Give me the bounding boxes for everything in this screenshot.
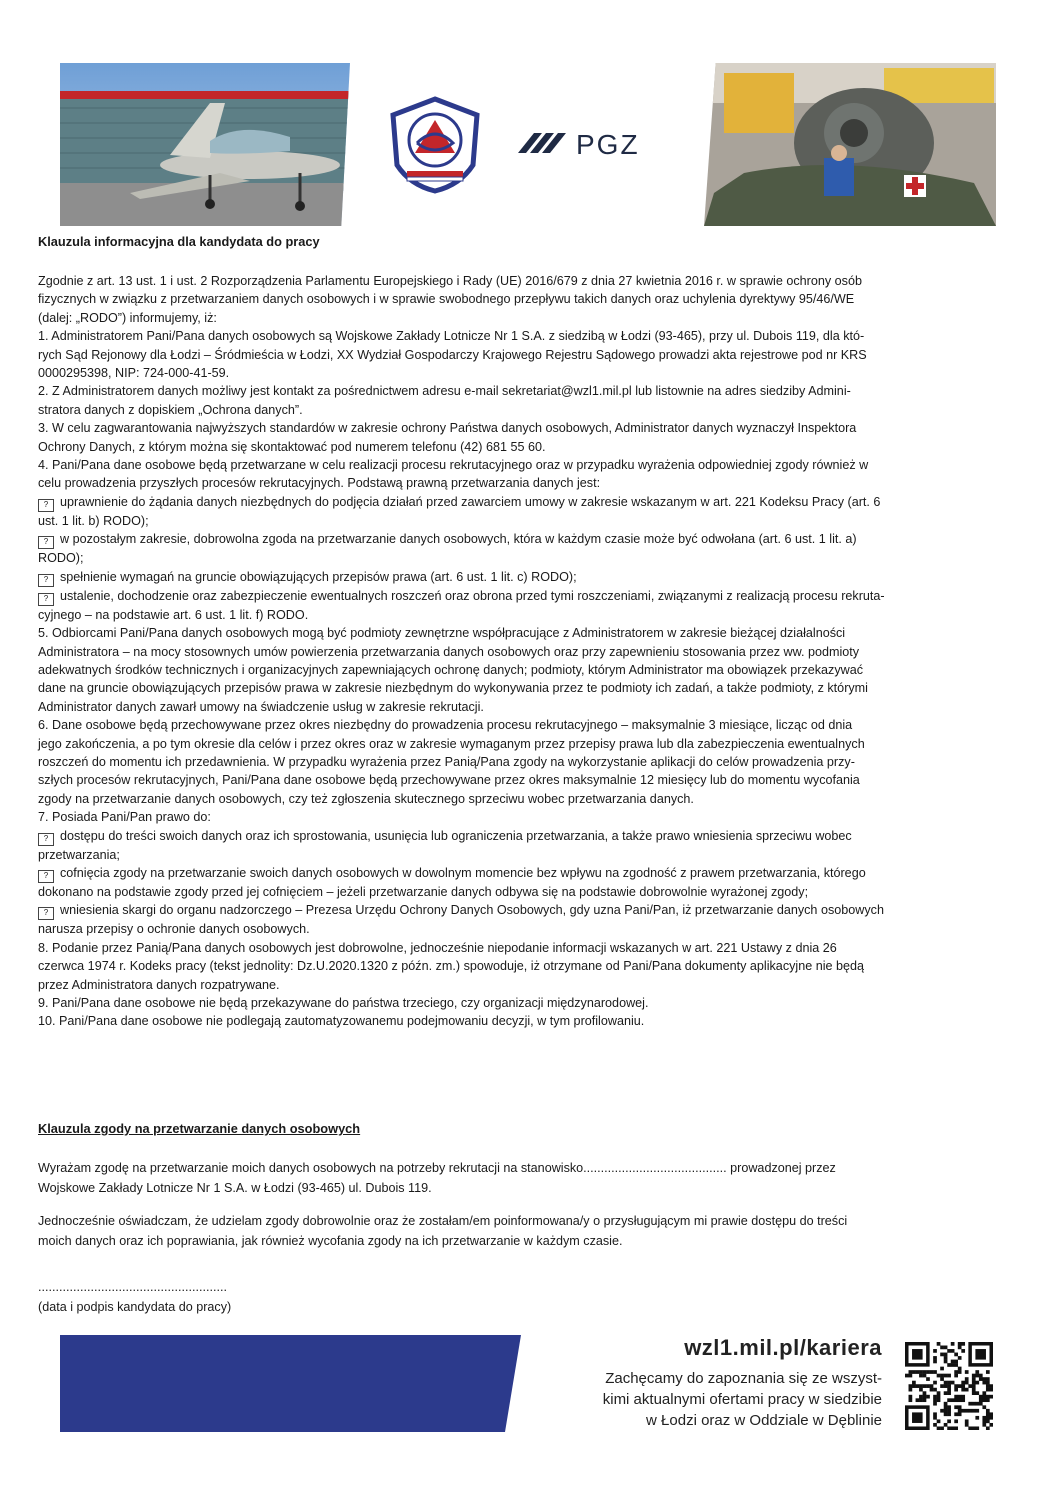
consent-line: Wyrażam zgodę na przetwarzanie moich danych osobowych na potrzeby rekrutacji na stanowisko......................................... prowadzonej przez [38, 1161, 836, 1175]
consent-paragraph-1 [38, 1158, 1028, 1198]
bullet-marker: ? [38, 593, 54, 606]
body-line [38, 568, 1028, 587]
bullet-marker: ? [38, 536, 54, 549]
body-line: rych Sąd Rejonowy dla Łodzi – Śródmieścia w Łodzi, XX Wydział Gospodarczy Krajowego Rejestru Sądowego prowadzi akta rejestrowe pod nr KRS [38, 347, 867, 362]
signature-block [38, 1277, 1028, 1317]
body-line: 6. Dane osobowe będą przechowywane przez okres niezbędny do prowadzenia procesu rekrutacyjnego – maksymalnie 3 miesiące, licząc od dnia [38, 718, 853, 733]
body-line: szłych procesów rekrutacyjnych, Pani/Pana dane osobowe będą przechowywane przez okres maksymalnie 12 miesięcy lub do momentu wycofania [38, 773, 860, 788]
consent-line: Jednocześnie oświadczam, że udzielam zgody dobrowolnie oraz że zostałam/em poinformowana/y o przysługującym mi prawie dostępu do treści [38, 1214, 848, 1228]
body-line: cyjnego – na podstawie art. 6 ust. 1 lit. f) RODO. [38, 607, 309, 622]
body-line: 1. Administratorem Pani/Pana danych osobowych są Wojskowe Zakłady Lotnicze Nr 1 S.A. z siedzibą w Łodzi (93-465), przy ul. Dubois 119, dla któ- [38, 329, 865, 344]
section1-body [38, 272, 1028, 1031]
body-line [38, 901, 1028, 920]
consent-paragraph-2 [38, 1211, 1028, 1251]
body-line: (dalej: „RODO”) informujemy, iż: [38, 310, 217, 325]
bullet-text: uprawnienie do żądania danych niezbędnych do podjęcia działań przed zawarciem umowy w zakresie wskazanym w art. 221 Kodeksu Pracy (art. 6 [60, 494, 881, 509]
signature-line: ...................................................... [38, 1280, 227, 1294]
footer-text-line: kimi aktualnymi ofertami pracy w siedzibie [602, 1391, 882, 1408]
body-line: dokonano na podstawie zgody przed jej cofnięciem – jeżeli przetwarzanie danych odbywa się na podstawie dobrowolnie wyrażonej zgody; [38, 884, 809, 899]
body-line: 2. Z Administratorem danych możliwy jest kontakt za pośrednictwem adresu e-mail sekretariat@wzl1.mil.pl lub listownie na adres siedziby Admini- [38, 384, 851, 399]
bullet-marker: ? [38, 499, 54, 512]
footer-text [520, 1368, 882, 1431]
body-line: fizycznych w związku z przetwarzaniem danych osobowych i w sprawie swobodnego przepływu takich danych oraz uchylenia dyrektywy 95/46/WE [38, 292, 855, 307]
body-line: zgody na przetwarzanie danych osobowych, czy też zgłoszenia skutecznego sprzeciwu wobec przetwarzania danych. [38, 791, 694, 806]
footer-banner [60, 1335, 521, 1432]
bullet-text: spełnienie wymagań na gruncie obowiązujących przepisów prawa (art. 6 ust. 1 lit. c) RODO); [60, 569, 577, 584]
body-line [38, 864, 1028, 883]
body-line: 5. Odbiorcami Pani/Pana danych osobowych mogą być podmioty zewnętrzne współpracujące z Administratorem w zakresie bieżącej działalności [38, 626, 846, 641]
consent-line: Wojskowe Zakłady Lotnicze Nr 1 S.A. w Łodzi (93-465) ul. Dubois 119. [38, 1181, 432, 1195]
careers-url[interactable]: wzl1.mil.pl/kariera [684, 1335, 882, 1360]
body-line: RODO); [38, 551, 84, 566]
body-line: celu prowadzenia przyszłych procesów rekrutacyjnych. Podstawą prawną przetwarzania danych jest: [38, 476, 601, 491]
body-line: 0000295398, NIP: 724-000-41-59. [38, 366, 230, 381]
body-line [38, 587, 1028, 606]
section2-title: Klauzula zgody na przetwarzanie danych osobowych [38, 1121, 361, 1136]
bullet-text: w pozostałym zakresie, dobrowolna zgoda na przetwarzanie danych osobowych, która w każdym czasie może być odwołana (art. 6 ust. 1 lit. a) [60, 532, 857, 547]
body-line [38, 827, 1028, 846]
body-line: ust. 1 lit. b) RODO); [38, 513, 149, 528]
bullet-marker: ? [38, 574, 54, 587]
body-line: narusza przepisy o ochronie danych osobowych. [38, 922, 310, 937]
body-line: stratora danych z dopiskiem „Ochrona danych”. [38, 402, 303, 417]
qr-code[interactable] [905, 1342, 993, 1430]
body-line: 9. Pani/Pana dane osobowe nie będą przekazywane do państwa trzeciego, czy organizacji międzynarodowej. [38, 996, 649, 1010]
pgz-logo [516, 123, 668, 163]
body-line: jego zakończenia, a po tym okresie dla celów i przez okres oraz w zakresie wymaganym przez przepisy prawa lub dla zabezpieczenia ewentualnych [38, 736, 865, 751]
body-line [38, 493, 1028, 512]
body-line [38, 530, 1028, 549]
section1-title: Klauzula informacyjna dla kandydata do pracy [38, 234, 320, 249]
consent-line: moich danych oraz ich poprawiania, jak również wycofania zgody na ich przetwarzanie w każdym czasie. [38, 1234, 623, 1248]
footer-text-line: w Łodzi oraz w Oddziale w Dęblinie [646, 1412, 882, 1429]
footer-text-line: Zachęcamy do zapoznania się ze wszyst- [605, 1370, 882, 1387]
body-line: 7. Posiada Pani/Pan prawo do: [38, 810, 211, 825]
aircraft-photo [60, 63, 350, 226]
helicopter-workshop-photo [704, 63, 996, 226]
body-line: roszczeń do momentu ich przedawnienia. W przypadku wyrażenia przez Panią/Pana zgody na wykorzystanie aplikacji do celów prowadzenia przy- [38, 754, 855, 769]
body-line: adekwatnych środków technicznych i organizacyjnych zapewniających ochronę danych; podmioty, którym Administrator ma obowiązek przekazywać [38, 662, 864, 677]
body-line: Zgodnie z art. 13 ust. 1 i ust. 2 Rozporządzenia Parlamentu Europejskiego i Rady (UE) 2016/679 z dnia 27 kwietnia 2016 r. w sprawie ochrony osób [38, 274, 862, 288]
bullet-marker: ? [38, 907, 54, 920]
body-line: Administrator danych zawarł umowy na świadczenie usług w zakresie rekrutacji. [38, 699, 484, 714]
svg-text:PGZ: PGZ [576, 129, 640, 160]
body-line: 10. Pani/Pana dane osobowe nie podlegają zautomatyzowanemu podejmowaniu decyzji, w tym profilowaniu. [38, 1014, 645, 1029]
body-line: 3. W celu zagwarantowania najwyższych standardów w zakresie ochrony Państwa danych osobowych, Administrator danych wyznaczył Inspektora [38, 421, 857, 436]
wzl-logo [385, 95, 485, 195]
signature-caption: (data i podpis kandydata do pracy) [38, 1300, 232, 1314]
body-line: przez Administratora danych rozpatrywane. [38, 977, 280, 992]
bullet-marker: ? [38, 833, 54, 846]
body-line: 8. Podanie przez Panią/Pana danych osobowych jest dobrowolne, jednocześnie niepodanie informacji wskazanych w art. 221 Ustawy z dnia 26 [38, 940, 837, 955]
bullet-text: ustalenie, dochodzenie oraz zabezpieczenie ewentualnych roszczeń oraz obrona przed tymi roszczeniami, związanymi z realizacją procesu rekruta- [60, 588, 885, 603]
body-line: Administratora – na mocy stosownych umów powierzenia przetwarzania danych osobowych oraz przy zapewnieniu stosowania przez ww. podmioty [38, 644, 860, 659]
body-line: przetwarzania; [38, 847, 120, 862]
body-line: dane na gruncie obowiązujących przepisów prawa w zakresie niezbędnym do wykonywania przez te podmioty ich zadań, a także podmioty, z którymi [38, 681, 868, 696]
body-line: 4. Pani/Pana dane osobowe będą przetwarzane w celu realizacji procesu rekrutacyjnego oraz w przypadku wyrażenia odpowiedniej zgody również w [38, 458, 869, 473]
bullet-text: cofnięcia zgody na przetwarzanie swoich danych osobowych w dowolnym momencie bez wpływu na zgodność z prawem przetwarzania, którego [60, 865, 866, 880]
body-line: czerwca 1974 r. Kodeks pracy (tekst jednolity: Dz.U.2020.1320 z późn. zm.) spowoduje, iż otrzymane od Pani/Pana dokumenty aplikacyjne nie będą [38, 959, 865, 974]
body-line: Ochrony Danych, z którym można się skontaktować pod numerem telefonu (42) 681 55 60. [38, 439, 546, 454]
bullet-text: wniesienia skargi do organu nadzorczego – Prezesa Urzędu Ochrony Danych Osobowych, gdy uzna Pani/Pan, iż przetwarzanie danych osobowych [60, 903, 884, 918]
bullet-text: dostępu do treści swoich danych oraz ich sprostowania, usunięcia lub ograniczenia przetwarzania, a także prawo wniesienia sprzeciwu wobec [60, 828, 852, 843]
bullet-marker: ? [38, 870, 54, 883]
